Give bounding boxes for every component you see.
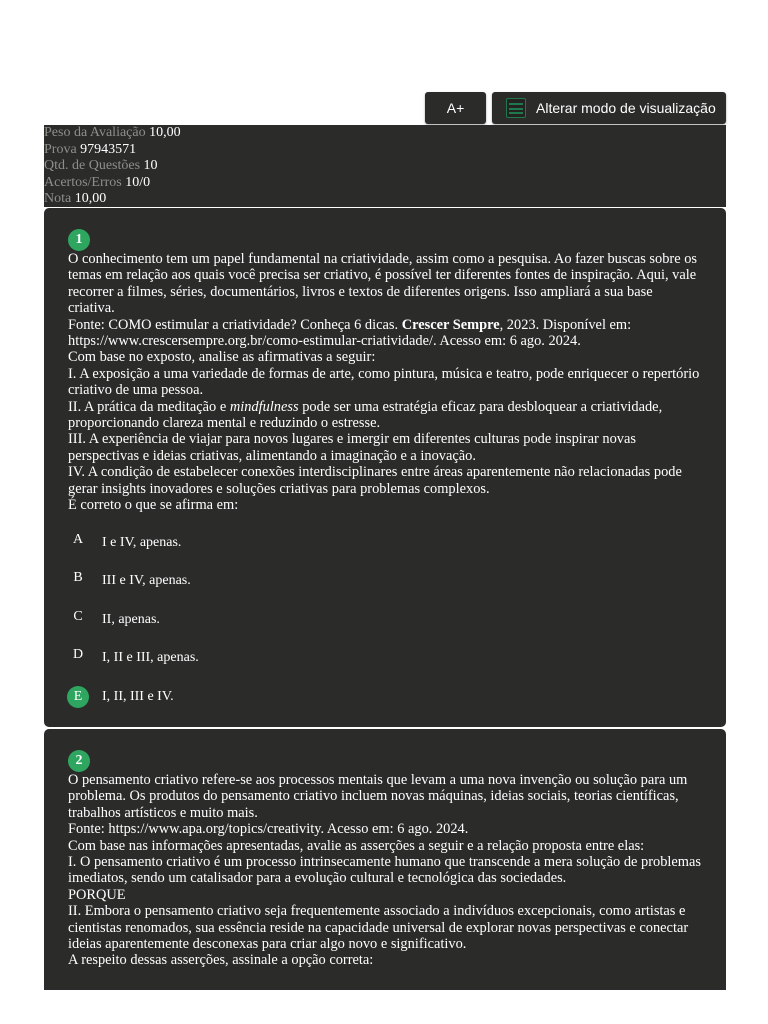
question-source: Fonte: COMO estimular a criatividade? Conheça 6 dicas. Crescer Sempre, 2023. Disponível em: https://www.crescersempre.org.br/como-estimular-criatividade/. Acesso em: 6 ago. 2024. [68,316,632,350]
question-paragraph: O conhecimento tem um papel fundamental na criatividade, assim como a pesquisa. Ao fazer buscas sobre os temas em relação aos quais você precisa ser criativo, é possível ter diferentes fontes de inspiração. Aqui, vale recorrer a filmes, séries, documentários, livros e textos de diferentes origens. Isso ampliará a sua base criativa. [68,251,697,317]
question-statement: IV. A condição de estabelecer conexões interdisciplinares entre áreas aparentemente não relacionadas pode gerar insights inovadores e soluções criativas para problemas complexos. [68,464,682,497]
font-size-button[interactable] [425,92,486,124]
question-connector: PORQUE [68,886,126,903]
question-statement: III. A experiência de viajar para novos lugares e imergir em diferentes culturas pode inspirar novas perspectivas e ideias criativas, alimentando a imaginação e a inovação. [68,431,636,464]
option-letter: D [72,647,84,663]
question-number-badge: 1 [68,229,90,251]
option-text: I, II e III, apenas. [102,650,199,666]
view-mode-label: Alterar modo de visualização [536,100,716,116]
font-size-label: A+ [446,100,465,116]
summary-row-exam: Prova 97943571 [44,141,137,157]
question-statement: I. O pensamento criativo é um processo intrinsecamente humano que transcende a mera solução de problemas imediatos, sendo um catalisador para a evolução cultural e tecnológica das sociedades. [68,854,701,887]
question-text [68,772,702,969]
question-paragraph: Com base nas informações apresentadas, avalie as asserções a seguir e a relação proposta entre elas: [68,837,645,854]
view-mode-icon [506,98,526,118]
option-text: I e IV, apenas. [102,534,182,550]
question-paragraph: O pensamento criativo refere-se aos processos mentais que levam a uma nova invenção ou solução para um problema. Os produtos do pensamento criativo incluem novas máquinas, ideias sociais, teorias científicas, trabalhos artísticos e muito mais. [68,772,688,821]
answer-option-a[interactable] [68,524,702,563]
question-text [68,251,702,514]
answer-option-d[interactable] [68,639,702,678]
exam-summary [44,125,726,207]
summary-row-question-count: Qtd. de Questões 10 [44,158,158,174]
answer-option-c[interactable] [68,601,702,640]
question-card-1 [44,208,726,727]
option-letter: B [73,570,83,586]
question-paragraph: Com base no exposto, analise as afirmativas a seguir: [68,349,376,366]
question-number-badge: 2 [68,750,90,772]
question-source: Fonte: https://www.apa.org/topics/creativity. Acesso em: 6 ago. 2024. [68,821,469,838]
answer-option-e[interactable] [68,678,702,717]
answer-option-b[interactable] [68,562,702,601]
option-letter-correct: E [67,686,89,708]
view-mode-button[interactable] [492,92,726,124]
option-letter: A [72,531,84,547]
question-statement: II. A prática da meditação e mindfulness pode ser uma estratégia eficaz para desbloquear a criatividade, proporcionando clareza mental e reduzindo o estresse. [68,398,663,432]
question-statement: II. Embora o pensamento criativo seja frequentemente associado a indivíduos excepcionais, como artistas e cientistas renomados, sua essência reside na capacidade universal de explorar novas perspectivas e conectar ideias aparentemente desconexas para criar algo novo e significativo. [68,903,689,953]
question-prompt: É correto o que se afirma em: [68,497,239,514]
summary-row-grade: Nota 10,00 [44,191,107,207]
option-text: II, apenas. [102,611,160,627]
question-prompt: A respeito dessas asserções, assinale a opção correta: [68,952,374,969]
summary-row-hits-errors: Acertos/Erros 10/0 [44,174,151,190]
option-text: III e IV, apenas. [102,573,191,589]
summary-row-weight: Peso da Avaliação 10,00 [44,125,181,140]
option-letter: C [73,608,83,624]
answer-options [68,524,702,717]
option-text: I, II, III e IV. [102,688,174,704]
question-statement: I. A exposição a uma variedade de formas de arte, como pintura, música e teatro, pode enriquecer o repertório criativo de uma pessoa. [68,365,700,399]
question-card-2 [44,729,726,990]
